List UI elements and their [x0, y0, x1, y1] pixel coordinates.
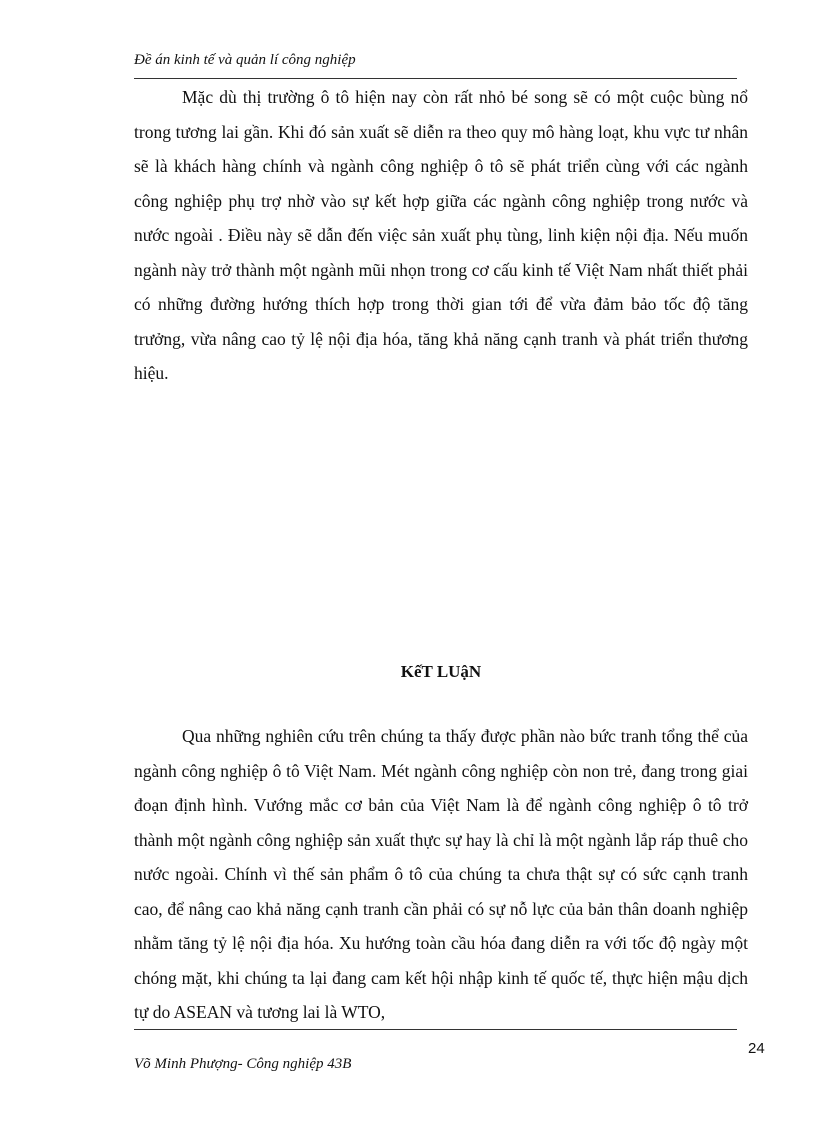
header-divider — [134, 78, 737, 79]
footer-divider — [134, 1029, 737, 1030]
section-heading: KếT LUậN — [400, 662, 482, 681]
page-number: 24 — [748, 1040, 765, 1057]
paragraph-text: Mặc dù thị trường ô tô hiện nay còn rất nhỏ bé song sẽ có một cuộc bùng nổ trong tương lai gần. Khi đó sản xuất sẽ diễn ra theo quy mô hàng loạt, khu vực tư nhân sẽ là khách hàng chính và ngành công nghiệp ô tô sẽ phát triển cùng với các ngành công nghiệp phụ trợ nhờ vào sự kết hợp giữa các ngành công nghiệp trong nước và nước ngoài . Điều này sẽ dẫn đến việc sản xuất phụ tùng, linh kiện nội địa. Nếu muốn ngành này trở thành một ngành mũi nhọn trong cơ cấu kinh tế Việt Nam nhất thiết phải có những đường hướng thích hợp trong thời gian tới để vừa đảm bảo tốc độ tăng trưởng, vừa nâng cao tỷ lệ nội địa hóa, tăng khả năng cạnh tranh và phát triển thương hiệu. — [134, 87, 748, 383]
page-header-title: Đề án kinh tế và quản lí công nghiệp — [134, 52, 356, 68]
paragraph-text: Qua những nghiên cứu trên chúng ta thấy được phần nào bức tranh tổng thể của ngành công nghiệp ô tô Việt Nam. Mét ngành công nghiệp còn non trẻ, đang trong giai đoạn định hình. Vướng mắc cơ bản của Việt Nam là để ngành công nghiệp ô tô trở thành một ngành công nghiệp sản xuất thực sự hay là chỉ là một ngành lắp ráp thuê cho nước ngoài. Chính vì thế sản phẩm ô tô của chúng ta chưa thật sự có sức cạnh tranh cao, để nâng cao khả năng cạnh tranh cần phải có sự nỗ lực của bản thân doanh nghiệp nhằm tăng tỷ lệ nội địa hóa. Xu hướng toàn cầu hóa đang diễn ra với tốc độ ngày một chóng mặt, khi chúng ta lại đang cam kết hội nhập kinh tế quốc tế, thực hiện mậu dịch tự do ASEAN và tương lai là WTO, — [134, 726, 748, 1022]
body-paragraph-2 — [134, 719, 748, 1030]
footer-author: Võ Minh Phượng- Công nghiệp 43B — [134, 1056, 352, 1072]
body-paragraph-1 — [134, 80, 748, 391]
